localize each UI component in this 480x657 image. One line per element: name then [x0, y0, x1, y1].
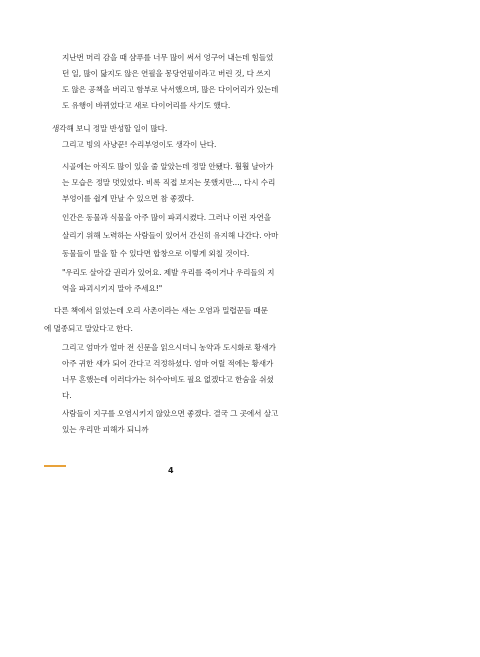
text-line: 지난번 머리 감을 때 샴푸를 너무 많이 써서 엉구어 내는데 힘들었: [62, 53, 274, 62]
paragraph-hair-wash: [62, 50, 278, 114]
text-line: 그리고 빙의 사냥꾼! 수리부엉이도 생각이 난다.: [62, 140, 217, 149]
text-line: 사람들이 지구를 오염시키지 않았으면 좋겠다. 결국 그 곳에서 살고: [62, 409, 279, 418]
text-line: 시골에는 아직도 많이 있을 줄 알았는데 정말 안됐다. 훨훨 날아가: [62, 162, 274, 171]
text-line: 그리고 엄마가 얼마 전 신문을 읽으시더니 농약과 도시화로 황새가: [62, 343, 276, 352]
paragraph-extinct-bird: [44, 302, 268, 338]
text-line: 던 일, 많이 닳지도 않은 연필을 몽당연필이라고 버린 것, 다 쓰지: [62, 69, 271, 78]
text-line: 너무 흔했는데 이러다가는 허수아비도 필요 없겠다고 한숨을 쉬셨: [62, 375, 274, 384]
text-line: 부엉이를 쉽게 만날 수 있으면 참 좋겠다.: [62, 194, 194, 203]
text-line: 는 모습은 정말 멋있었다. 비록 직접 보지는 못했지만..., 다시 수리: [62, 178, 276, 187]
paragraph-humans-nature: [62, 209, 278, 263]
footer-accent-line: [44, 465, 66, 467]
text-line: 다.: [62, 391, 72, 400]
paragraph-pollution: [62, 406, 278, 438]
text-line: "우리도 살아갈 권리가 있어요. 제발 우리를 죽이거나 우리들의 지: [62, 268, 275, 277]
text-line: 다른 책에서 읽었는데 오리 사촌이라는 새는 오염과 밀렵꾼들 때문: [54, 306, 268, 315]
paragraph-owl-intro: [62, 137, 216, 153]
paragraph-owl: [62, 159, 275, 207]
text-line: 있는 우리만 피해가 되니까: [62, 425, 149, 434]
page-number: 4: [168, 466, 174, 475]
paragraph-animal-quote: [62, 265, 274, 297]
text-line: 인간은 동물과 식물을 아주 많이 파괴시켰다. 그러나 이런 자연을: [62, 213, 271, 222]
text-line: 도 유행이 바뀌었다고 새로 다이어리를 사기도 했다.: [62, 101, 231, 110]
text-line: 도 않은 공책을 버리고 함부로 낙서했으며, 많은 다이어리가 있는데: [62, 85, 279, 94]
text-line: 아주 귀한 새가 되어 간다고 걱정하셨다. 엄마 어릴 적에는 황새가: [62, 359, 274, 368]
text-line: 생각해 보니 정말 반성할 일이 많다.: [52, 124, 168, 133]
text-line: 에 멸종되고 말았다고 한다.: [44, 324, 133, 333]
text-line: 동물들이 말을 할 수 있다면 합창으로 이렇게 외칠 것이다.: [62, 249, 250, 258]
text-line: 살리기 위해 노력하는 사람들이 있어서 간신히 유지해 나간다. 아마: [62, 231, 279, 240]
paragraph-reflection: [52, 121, 167, 137]
paragraph-stork: [62, 340, 276, 404]
text-line: 역을 파괴시키지 말아 주세요!": [62, 284, 163, 293]
